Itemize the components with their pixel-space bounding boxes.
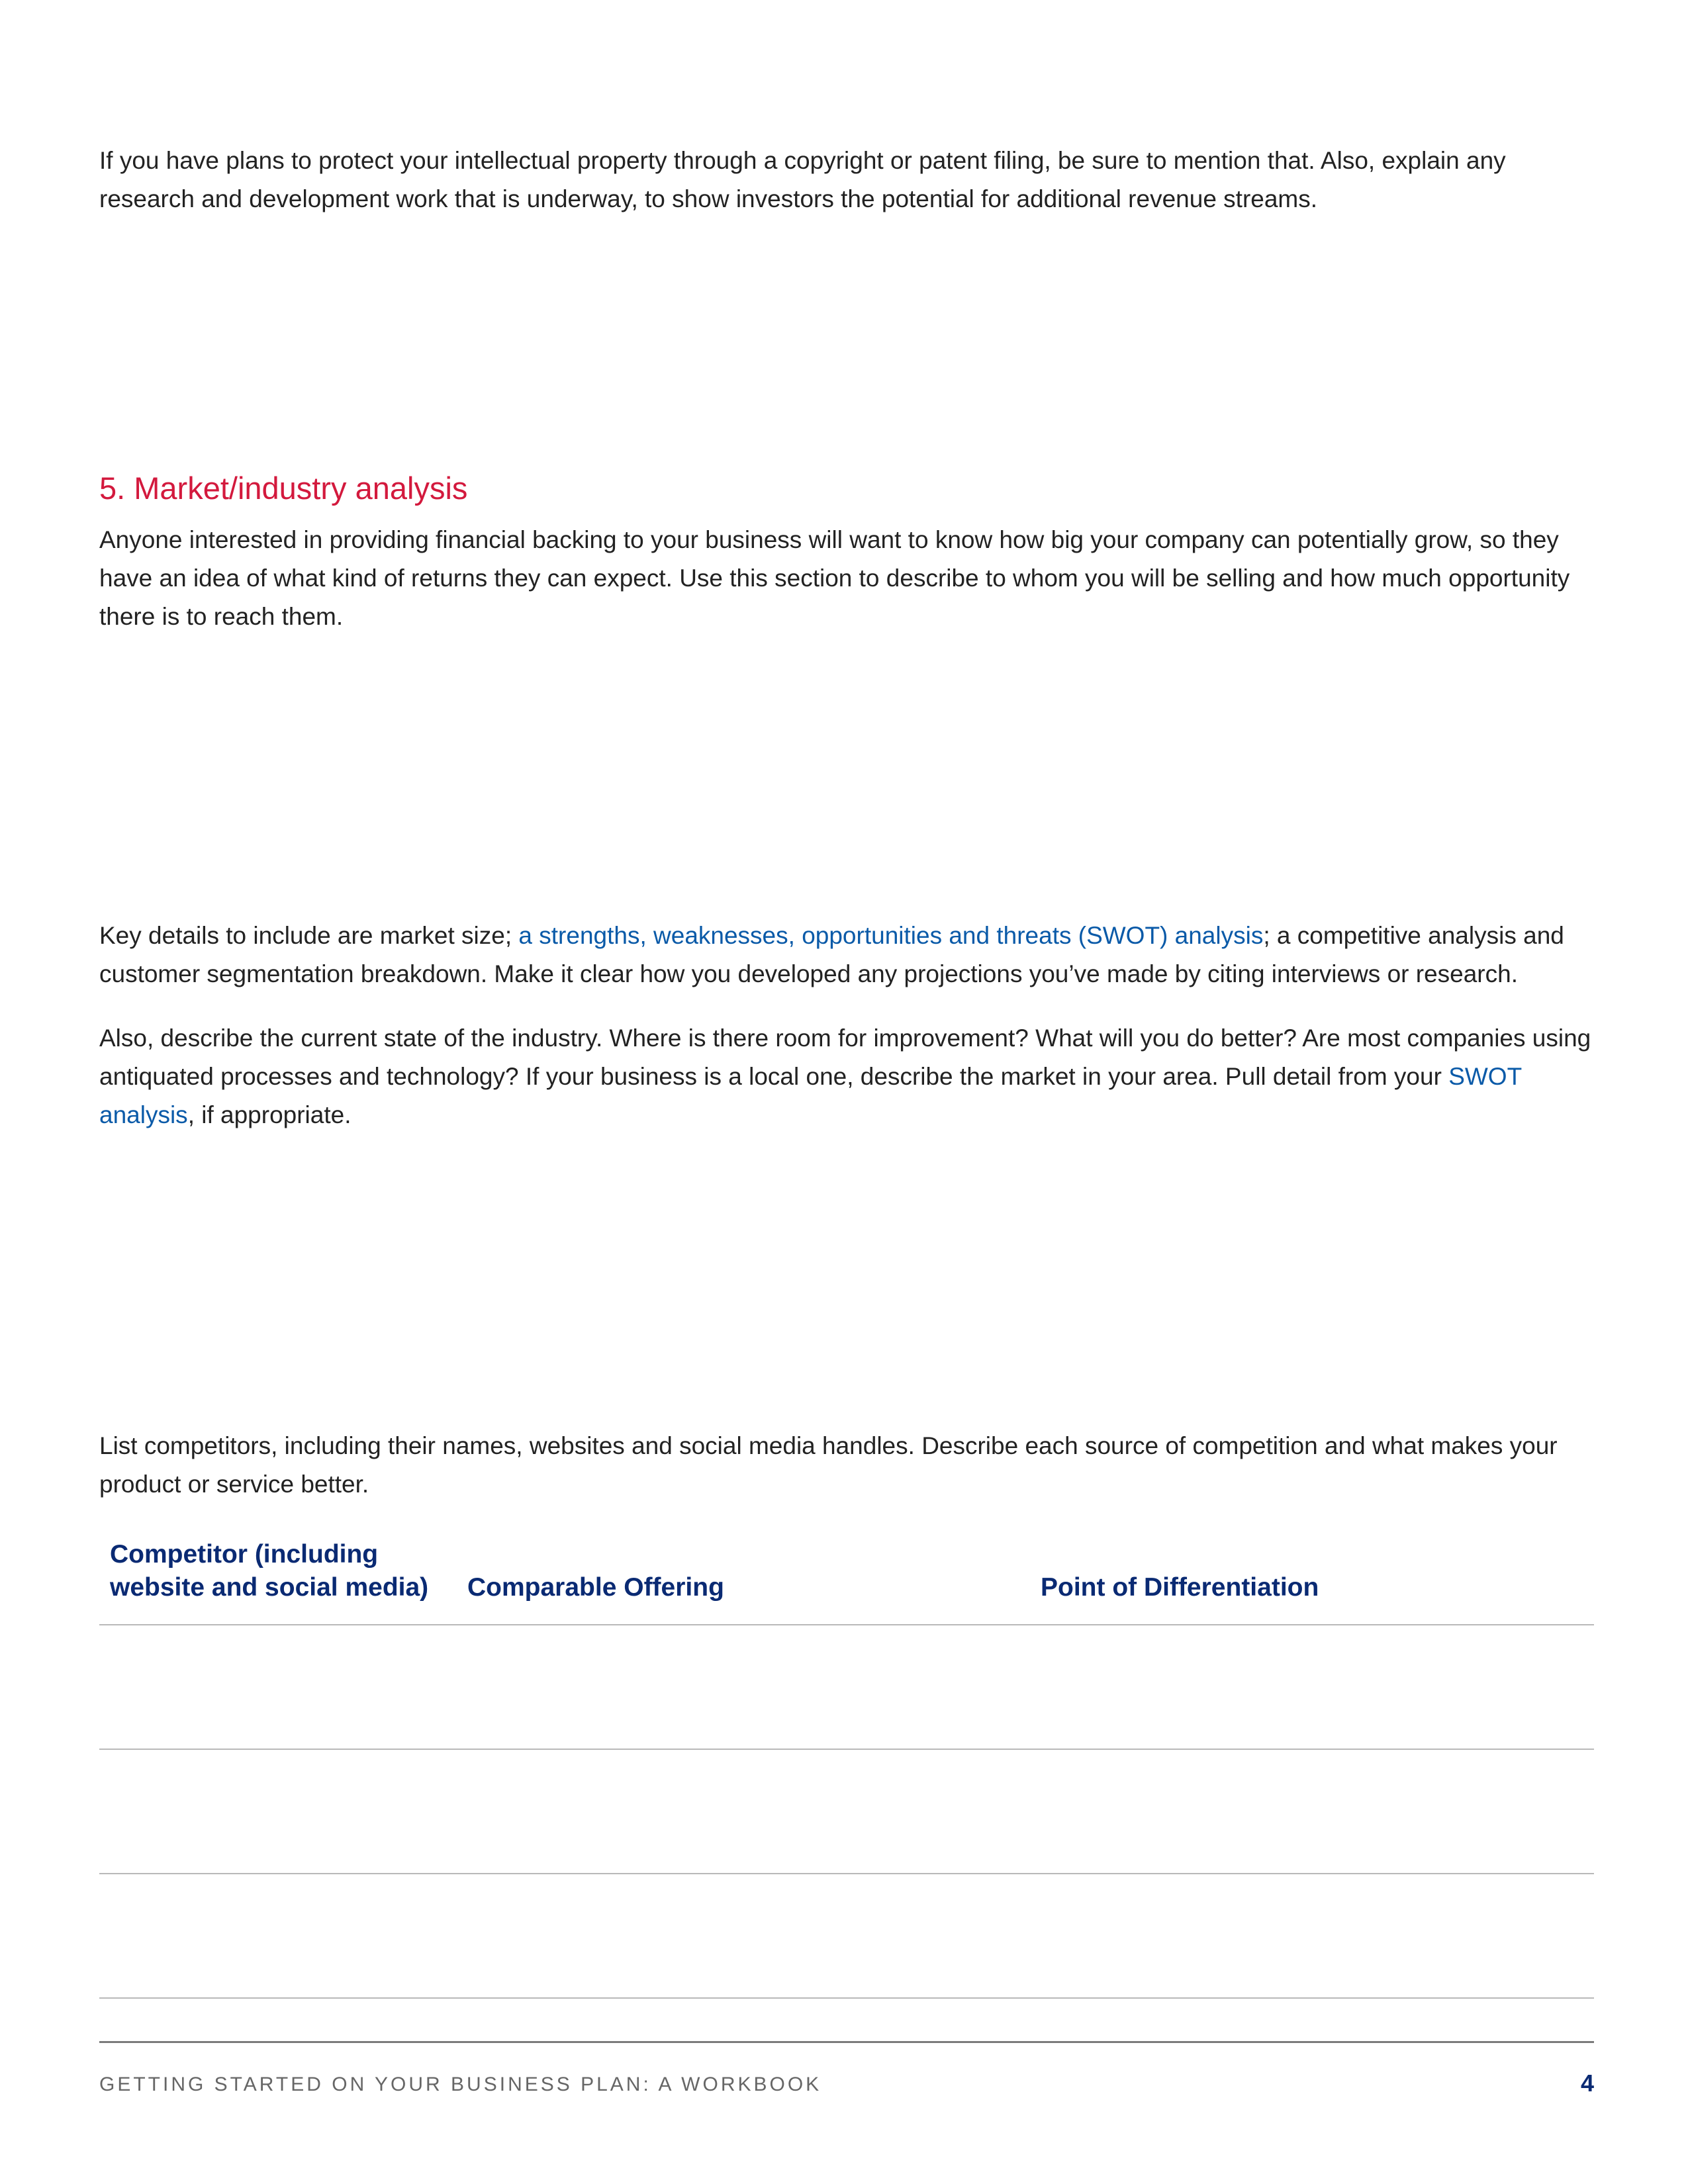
offering-column-header: Comparable Offering [467, 1573, 724, 1602]
competitor-column-header [110, 1538, 428, 1604]
section-heading: 5. Market/industry analysis [99, 471, 468, 506]
table-row[interactable] [99, 1874, 1594, 1997]
intro-paragraph: If you have plans to protect your intellectual property through a copyright or patent filing, be sure to mention that. Also, explain any research and development work that is underway, to show investors the potential for additional revenue streams. [99, 147, 1506, 212]
competitors-paragraph: List competitors, including their names, websites and social media handles. Describe each source of competition and what makes your product or service better. [99, 1432, 1558, 1498]
footer-divider [99, 2041, 1594, 2043]
market-overview-paragraph: Anyone interested in providing financial backing to your business will want to know how big your company can potentially grow, so they have an idea of what kind of returns they can expect. Use this section to describe to whom you will be selling and how much opportunity there is to reach them. [99, 526, 1570, 630]
footer-title: GETTING STARTED ON YOUR BUSINESS PLAN: A WORKBOOK [99, 2073, 822, 2095]
competitor-header-line-2: website and social media) [110, 1573, 429, 1602]
swot-link[interactable]: SWOT analysis [99, 1063, 1522, 1128]
industry-state-paragraph [99, 1019, 1602, 1134]
page-number: 4 [1580, 2070, 1594, 2097]
key-details-text-end: ; a competitive analysis and customer segmentation breakdown. Make it clear how you developed any projections you’ve made by citing interviews or research. [99, 922, 1564, 987]
industry-state-text-end: , if appropriate. [187, 1101, 352, 1128]
table-row[interactable] [99, 1625, 1594, 1749]
industry-state-text-start: Also, describe the current state of the industry. Where is there room for improvement? What will you do better? Are most companies using antiquated processes and technology? If your business is a local one, describe the market in your area. Pull detail from your [99, 1024, 1591, 1090]
differentiation-column-header: Point of Differentiation [1041, 1573, 1319, 1602]
competitor-header-line-1: Competitor (including [110, 1540, 379, 1569]
key-details-text-start: Key details to include are market size; [99, 922, 519, 949]
swot-analysis-link[interactable]: a strengths, weaknesses, opportunities and threats (SWOT) analysis [518, 922, 1264, 949]
key-details-paragraph [99, 917, 1602, 993]
row-divider [99, 1997, 1594, 1999]
table-row[interactable] [99, 1750, 1594, 1873]
